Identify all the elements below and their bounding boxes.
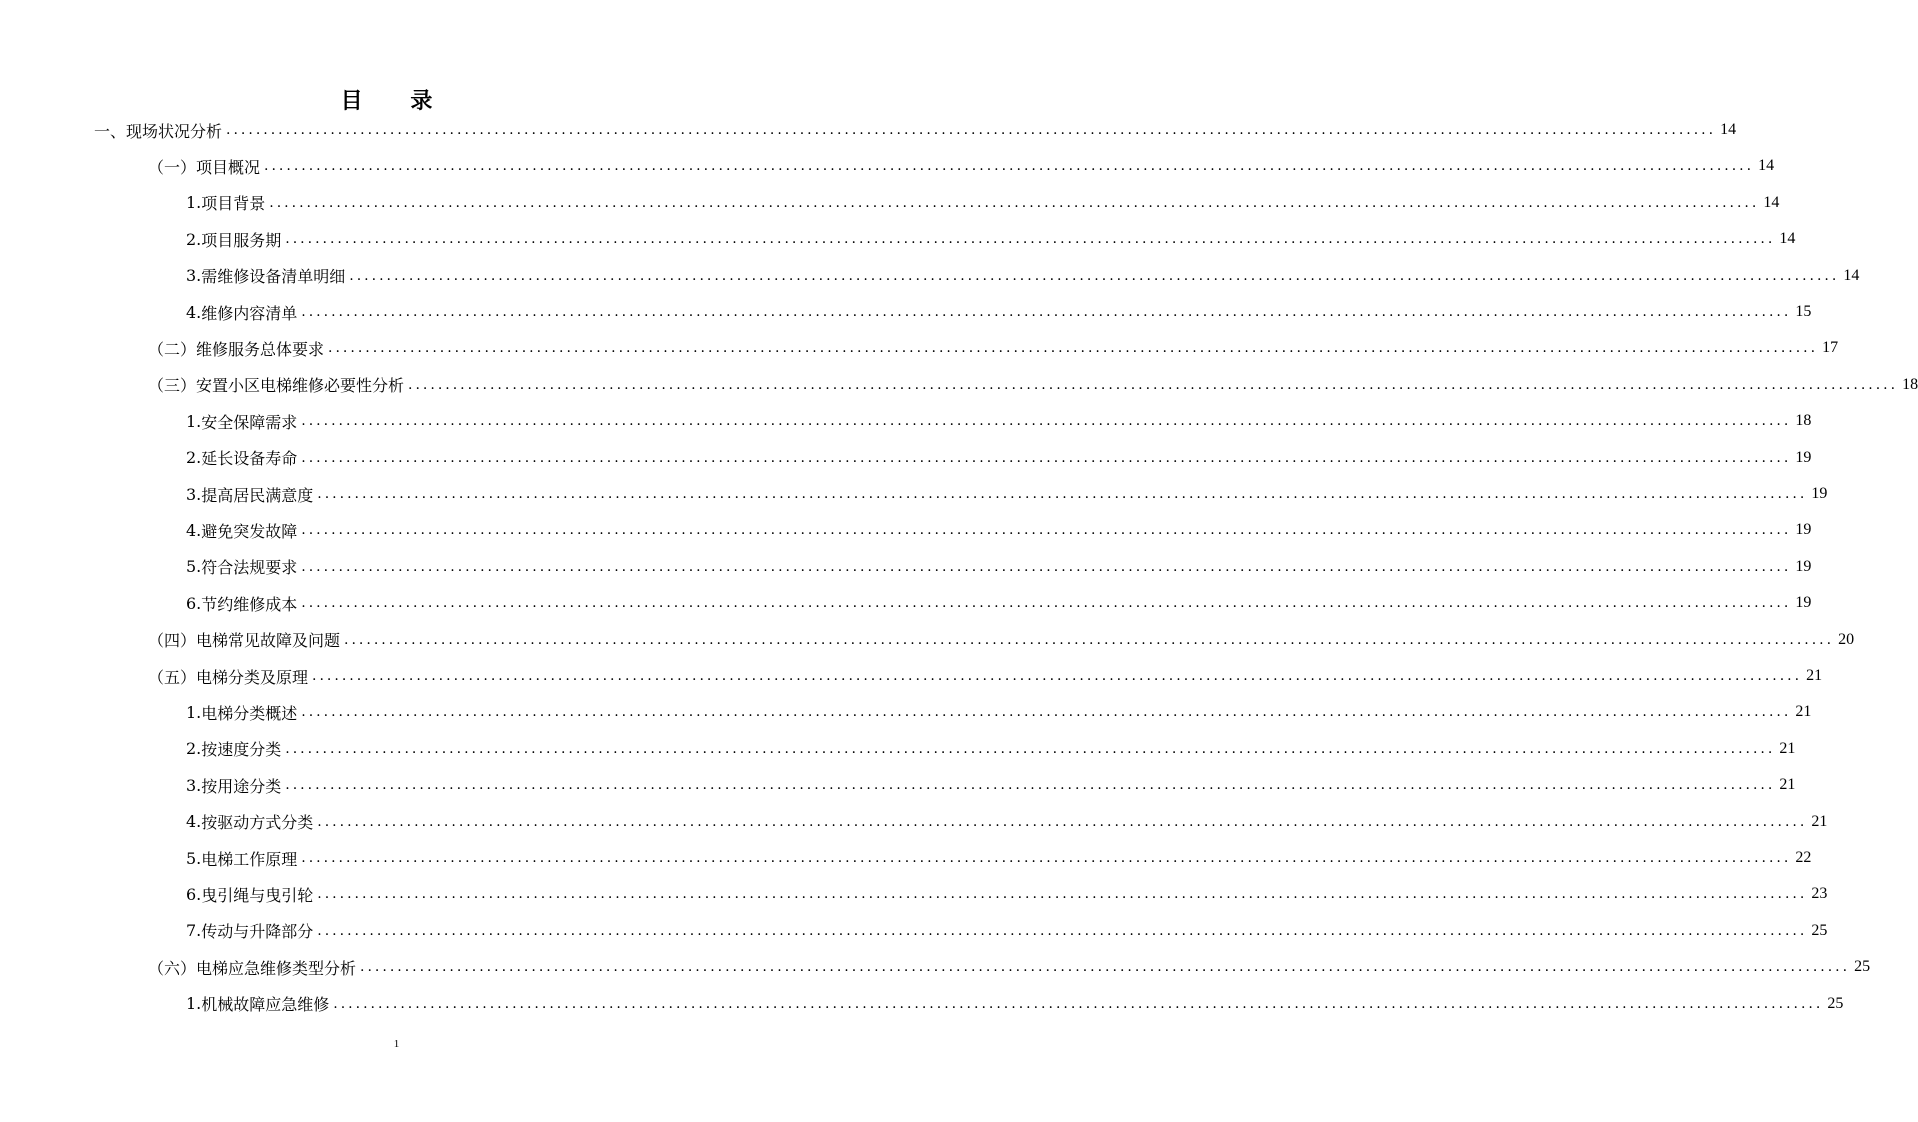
toc-entry-page: 14 xyxy=(1779,230,1796,248)
toc-leader-dots: ........................................................................................................................................................................................................ xyxy=(301,449,1792,466)
toc-entry-number: 4. xyxy=(186,520,202,540)
toc-entry-page: 19 xyxy=(1811,485,1828,502)
toc-entry-title: 需维修设备清单明细 xyxy=(201,267,346,287)
toc-entry-number: 2. xyxy=(186,229,202,249)
toc-entry-page: 15 xyxy=(1795,303,1812,320)
toc-entry[interactable] xyxy=(148,622,1855,658)
toc-entry[interactable] xyxy=(186,876,1828,912)
toc-leader-dots: ........................................................................................................................................................................................................ xyxy=(317,486,1808,502)
toc-entry[interactable] xyxy=(186,986,1844,1022)
toc-leader-dots: ........................................................................................................................................................................................................ xyxy=(344,631,1835,648)
toc-entry[interactable] xyxy=(186,440,1812,476)
toc-entry[interactable] xyxy=(186,185,1780,221)
toc-entry-page: 18 xyxy=(1902,375,1918,393)
toc-entry-page: 14 xyxy=(1720,121,1737,138)
toc-entry-number: 2. xyxy=(186,739,202,759)
toc-entry-page: 18 xyxy=(1795,412,1812,430)
toc-entry[interactable] xyxy=(186,221,1796,257)
toc-leader-dots: ........................................................................................................................................................................................................ xyxy=(269,194,1760,211)
toc-entry-title: 提高居民满意度 xyxy=(201,485,314,505)
toc-entry-number: 3. xyxy=(186,484,202,504)
toc-leader-dots: ........................................................................................................................................................................................................ xyxy=(301,304,1792,320)
toc-entry-number: 一、 xyxy=(94,121,127,141)
toc-leader-dots: ........................................................................................................................................................................................................ xyxy=(285,777,1776,794)
toc-entry-title: 节约维修成本 xyxy=(201,594,298,614)
toc-entry-number: （六） xyxy=(148,958,197,978)
toc-entry[interactable] xyxy=(94,112,1737,148)
toc-entry-title: 避免突发故障 xyxy=(201,521,298,541)
toc-entry-page: 21 xyxy=(1779,776,1796,794)
toc-leader-dots: ........................................................................................................................................................................................................ xyxy=(360,959,1851,976)
toc-entry-title: 项目服务期 xyxy=(201,230,282,250)
toc-entry-title: 电梯分类概述 xyxy=(201,703,298,723)
toc-leader-dots: ........................................................................................................................................................................................................ xyxy=(285,740,1776,757)
toc-entry-title: 按速度分类 xyxy=(201,740,282,760)
toc-entry-number: 3. xyxy=(186,775,202,795)
page-number-footer: 1 xyxy=(393,1038,400,1050)
toc-leader-dots: ........................................................................................................................................................................................................ xyxy=(333,995,1824,1012)
toc-entry-title: 电梯工作原理 xyxy=(201,849,298,869)
toc-entry[interactable] xyxy=(186,731,1796,767)
toc-entry[interactable] xyxy=(186,294,1812,330)
toc-entry-page: 25 xyxy=(1854,958,1871,976)
toc-entry-page: 19 xyxy=(1795,557,1812,575)
toc-leader-dots: ........................................................................................................................................................................................................ xyxy=(285,231,1776,248)
toc-leader-dots: ........................................................................................................................................................................................................ xyxy=(317,886,1808,903)
toc-entry-number: （二） xyxy=(148,339,197,359)
toc-entry[interactable] xyxy=(186,512,1812,548)
toc-entry-number: 3. xyxy=(186,266,202,286)
toc-entry[interactable] xyxy=(186,476,1828,512)
toc-entry-number: 1. xyxy=(186,702,202,722)
toc-leader-dots: ........................................................................................................................................................................................................ xyxy=(349,267,1840,284)
toc-entry-title: 维修服务总体要求 xyxy=(196,339,325,359)
toc-entry-title: 现场状况分析 xyxy=(126,121,223,141)
toc-leader-dots: ........................................................................................................................................................................................................ xyxy=(301,522,1792,539)
toc-entry[interactable] xyxy=(186,585,1812,621)
toc-entry-title: 延长设备寿命 xyxy=(201,449,298,469)
toc-entry-page: 21 xyxy=(1811,812,1828,830)
toc-entry-title: 按用途分类 xyxy=(201,776,282,796)
toc-entry-page: 21 xyxy=(1806,667,1823,684)
toc-entry-number: 6. xyxy=(186,593,202,613)
toc-entry[interactable] xyxy=(148,949,1871,985)
toc-entry-title: 项目背景 xyxy=(201,194,266,214)
toc-entry[interactable] xyxy=(186,804,1828,840)
toc-entry-page: 25 xyxy=(1811,921,1828,939)
toc-entry-title: 符合法规要求 xyxy=(201,558,298,578)
toc-entry-page: 22 xyxy=(1795,849,1812,866)
toc-entry[interactable] xyxy=(148,367,1918,403)
toc-entry-page: 20 xyxy=(1838,630,1855,648)
toc-entry-number: （四） xyxy=(148,631,197,651)
toc-entry-title: 电梯分类及原理 xyxy=(196,667,309,687)
toc-entry-title: 按驱动方式分类 xyxy=(201,813,314,833)
toc-entry[interactable] xyxy=(148,148,1775,184)
toc-leader-dots: ........................................................................................................................................................................................................ xyxy=(317,813,1808,830)
toc-leader-dots: ........................................................................................................................................................................................................ xyxy=(328,340,1819,357)
toc-entry-title: 曳引绳与曳引轮 xyxy=(201,885,314,905)
toc-leader-dots: ........................................................................................................................................................................................................ xyxy=(301,595,1792,612)
toc-entry-number: 4. xyxy=(186,812,202,832)
toc-entry-number: 1. xyxy=(186,193,202,213)
page-title: 目 录 xyxy=(340,89,453,114)
toc-leader-dots: ........................................................................................................................................................................................................ xyxy=(312,668,1803,684)
toc-entry-page: 19 xyxy=(1795,448,1812,466)
toc-entry-number: 6. xyxy=(186,884,202,904)
toc-leader-dots: ........................................................................................................................................................................................................ xyxy=(301,413,1792,430)
toc-entry-page: 23 xyxy=(1811,885,1828,903)
toc-entry-title: 安置小区电梯维修必要性分析 xyxy=(196,376,405,396)
toc-entry-number: 5. xyxy=(186,848,202,868)
toc-entry-number: 4. xyxy=(186,302,202,322)
toc-entry-number: （五） xyxy=(148,667,197,687)
toc-entry-title: 安全保障需求 xyxy=(201,412,298,432)
toc-entry-number: 7. xyxy=(186,921,202,941)
toc-entry[interactable] xyxy=(186,913,1828,949)
toc-entry-title: 电梯应急维修类型分析 xyxy=(196,958,357,978)
toc-entry-number: 1. xyxy=(186,994,202,1014)
toc-entry[interactable] xyxy=(186,258,1860,294)
toc-entry-number: 5. xyxy=(186,557,202,577)
toc-leader-dots: ........................................................................................................................................................................................................ xyxy=(301,558,1792,575)
toc-entry-number: 2. xyxy=(186,448,202,468)
toc-entry-number: 1. xyxy=(186,411,202,431)
toc-entry-title: 机械故障应急维修 xyxy=(201,995,330,1015)
toc-leader-dots: ........................................................................................................................................................................................................ xyxy=(408,376,1899,393)
toc-entry-page: 17 xyxy=(1822,339,1839,357)
toc-entry-number: （一） xyxy=(148,157,197,177)
toc-entry-title: 电梯常见故障及问题 xyxy=(196,631,341,651)
toc-entry-page: 19 xyxy=(1795,521,1812,539)
toc-entry[interactable] xyxy=(186,403,1812,439)
toc-entry[interactable] xyxy=(148,330,1839,366)
toc-leader-dots: ........................................................................................................................................................................................................ xyxy=(301,850,1792,866)
toc-entry-title: 维修内容清单 xyxy=(201,303,298,323)
toc-entry-page: 14 xyxy=(1843,266,1860,284)
toc-entry[interactable] xyxy=(186,549,1812,585)
toc-leader-dots: ........................................................................................................................................................................................................ xyxy=(226,122,1717,138)
toc-entry-number: （三） xyxy=(148,376,197,396)
toc-entry-page: 21 xyxy=(1795,703,1812,721)
toc-entry-page: 14 xyxy=(1763,193,1780,211)
toc-entry[interactable] xyxy=(186,767,1796,803)
toc-entry-title: 传动与升降部分 xyxy=(201,922,314,942)
toc-entry[interactable] xyxy=(148,658,1823,694)
toc-entry-page: 14 xyxy=(1758,157,1775,175)
toc-leader-dots: ........................................................................................................................................................................................................ xyxy=(301,704,1792,721)
toc-entry-title: 项目概况 xyxy=(196,157,261,177)
toc-entry[interactable] xyxy=(186,840,1812,876)
toc-entry-page: 21 xyxy=(1779,739,1796,757)
toc-entry-page: 19 xyxy=(1795,594,1812,612)
toc-leader-dots: ........................................................................................................................................................................................................ xyxy=(264,158,1755,175)
toc-leader-dots: ........................................................................................................................................................................................................ xyxy=(317,922,1808,939)
toc-entry[interactable] xyxy=(186,694,1812,730)
toc-entry-page: 25 xyxy=(1827,994,1844,1012)
